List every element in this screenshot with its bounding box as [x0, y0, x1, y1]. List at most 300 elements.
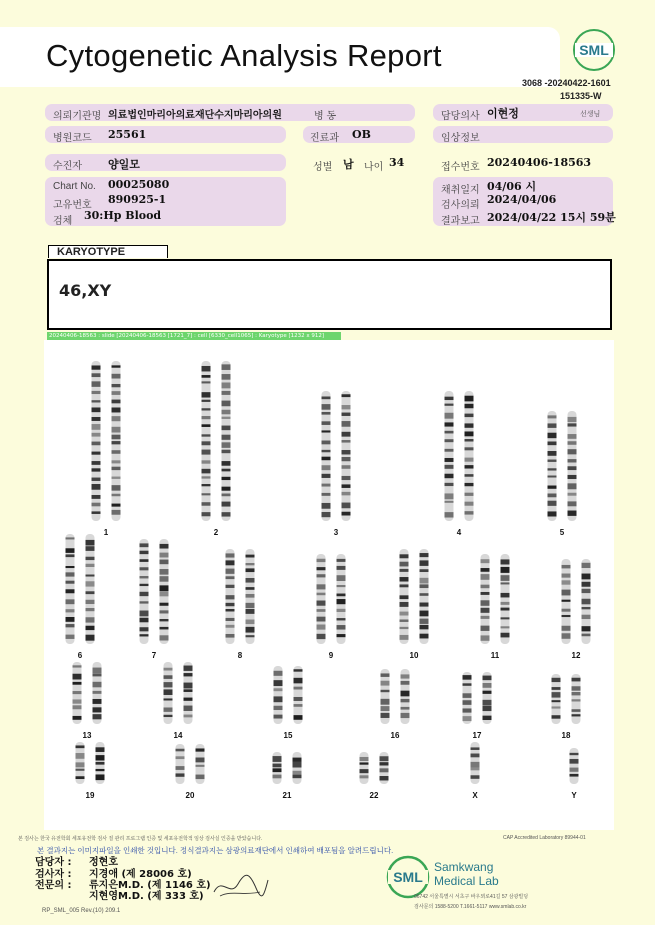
collection-value: 04/06 시 — [487, 180, 537, 193]
chromosome-band — [483, 691, 492, 694]
chromosome-band — [445, 493, 454, 499]
chromosome-band — [401, 681, 410, 685]
chromosome-band — [73, 691, 82, 694]
chromosome-band — [400, 627, 409, 629]
chromosome-band — [342, 465, 351, 469]
chromosome-band — [160, 635, 169, 640]
chromosome-band — [572, 699, 581, 701]
chromosome-band — [360, 769, 369, 773]
chromosome-band — [73, 665, 82, 667]
chromosome-band — [501, 582, 510, 584]
chromosome-band — [112, 384, 121, 387]
ward-label: 병 동 — [314, 111, 337, 122]
chromosome-band — [463, 693, 472, 698]
chromosome-band — [483, 706, 492, 711]
chromosome-band — [400, 569, 409, 572]
request-label: 검사의뢰 — [441, 200, 480, 211]
karyogram-image — [44, 340, 614, 830]
chromosome — [322, 391, 331, 521]
chromosome-band — [317, 567, 326, 570]
chromosome-band — [112, 391, 121, 395]
chromosome-band — [548, 476, 557, 478]
chromosome-pair-5 — [548, 411, 577, 521]
chromosome-band — [322, 512, 331, 517]
chromosome-label-15: 15 — [283, 731, 293, 740]
chromosome-band — [184, 698, 193, 701]
chromosome-band — [568, 417, 577, 422]
chromosome-band — [86, 617, 95, 622]
karyotype-result-box — [47, 259, 612, 330]
chromosome-band — [465, 493, 474, 496]
chromosome-band — [401, 691, 410, 697]
chromosome-band — [317, 617, 326, 622]
chromosome-band — [93, 673, 102, 676]
chromosome-band — [112, 485, 121, 490]
chromosome-band — [582, 563, 591, 568]
chromosome-label-7: 7 — [151, 651, 157, 660]
chromosome-band — [445, 431, 454, 434]
chromosome-band — [465, 458, 474, 462]
hospital-code-label: 병원코드 — [53, 133, 92, 144]
chromosome-band — [112, 365, 121, 367]
chromosome-band — [176, 749, 185, 752]
chromosome-band — [481, 592, 490, 595]
chromosome-band — [445, 449, 454, 452]
chromosome-label-3: 3 — [333, 528, 339, 537]
chromosome-band — [226, 609, 235, 611]
chromosome-band — [202, 424, 211, 427]
staff-name-2: 지경애 (제 28006 호) — [89, 869, 192, 880]
chromosome-band — [222, 450, 231, 453]
chromosome-band — [463, 683, 472, 685]
chromosome-band — [570, 759, 579, 764]
chromosome-band — [93, 682, 102, 688]
chromosome-band — [317, 634, 326, 639]
chromosome-band — [465, 439, 474, 441]
chromosome-band — [465, 474, 474, 477]
chromosome-band — [582, 599, 591, 605]
chromosome-band — [96, 774, 105, 780]
chromosome-band — [552, 700, 561, 702]
chromosome-band — [202, 392, 211, 397]
chromosome-band — [92, 391, 101, 394]
chromosome-band — [222, 461, 231, 466]
chromosome-band — [548, 501, 557, 506]
chromosome-band — [562, 600, 571, 602]
chromosome-pair-19 — [76, 742, 105, 784]
chromosome-band — [471, 754, 480, 758]
chromosome-label-1: 1 — [103, 528, 109, 537]
chromosome-band — [420, 553, 429, 557]
chromosome-band — [246, 627, 255, 633]
chromosome-band — [92, 424, 101, 430]
chromosome-band — [226, 634, 235, 638]
chromosome-band — [92, 407, 101, 412]
chromosome-band — [222, 426, 231, 431]
chromosome-band — [293, 775, 302, 779]
chromosome-band — [164, 707, 173, 711]
chromosome-band — [86, 635, 95, 641]
chromosome — [293, 752, 302, 784]
lab-name-line2: Medical Lab — [434, 874, 499, 888]
chromosome-band — [380, 756, 389, 761]
chromosome-band — [92, 503, 101, 507]
chromosome-band — [463, 716, 472, 721]
chromosome-band — [342, 413, 351, 416]
chromosome-band — [202, 416, 211, 419]
chromosome-band — [222, 502, 231, 507]
chromosome-band — [548, 468, 557, 470]
chromosome-band — [222, 391, 231, 395]
chromosome-band — [322, 430, 331, 432]
chromosome-band — [400, 584, 409, 587]
hospital-code-value: 25561 — [108, 128, 147, 141]
chromosome-band — [463, 675, 472, 680]
chromosome-band — [501, 608, 510, 611]
chromosome-band — [86, 608, 95, 611]
chromosome-band — [140, 634, 149, 636]
chromosome-band — [202, 381, 211, 383]
signature — [210, 866, 270, 902]
chromosome-pair-22 — [360, 752, 389, 784]
form-code: RP_SML_005 Rev.(10) 209.1 — [42, 908, 121, 914]
chromosome-band — [92, 461, 101, 465]
chromosome-label-12: 12 — [571, 651, 581, 660]
chromosome-band — [342, 432, 351, 437]
chromosome-band — [160, 576, 169, 581]
chromosome-band — [86, 591, 95, 594]
chromosome-band — [572, 709, 581, 712]
chromosome-band — [337, 599, 346, 604]
chromosome-band — [274, 706, 283, 710]
chromosome-band — [322, 503, 331, 509]
chromosome-band — [202, 400, 211, 402]
chromosome-pair-13 — [73, 662, 102, 724]
chromosome-band — [96, 769, 105, 771]
chromosome-band — [420, 625, 429, 629]
chromosome-band — [66, 566, 75, 568]
chromosome — [465, 391, 474, 521]
chromosome-band — [380, 776, 389, 780]
chromosome-band — [222, 469, 231, 472]
chromosome-label-20: 20 — [185, 791, 195, 800]
chromosome-band — [501, 559, 510, 564]
chromosome-band — [420, 634, 429, 639]
chromosome-band — [160, 560, 169, 565]
chromosome-band — [548, 460, 557, 462]
chromosome-pair-15 — [274, 666, 303, 724]
chromosome-band — [73, 705, 82, 709]
chromosome-band — [501, 602, 510, 605]
chromosome-band — [160, 610, 169, 613]
chromosome-band — [445, 439, 454, 442]
chromosome-band — [481, 559, 490, 563]
report-value: 2024/04/22 15시 59분 — [487, 211, 616, 224]
sex-label: 성별 — [313, 162, 333, 173]
chromosome-band — [570, 774, 579, 777]
chromosome-band — [66, 554, 75, 557]
chromosome-band — [568, 466, 577, 470]
chromosome-band — [196, 775, 205, 780]
chromosome-band — [76, 776, 85, 779]
chromosome-band — [317, 584, 326, 589]
chromosome-band — [112, 374, 121, 379]
chromosome-band — [471, 762, 480, 768]
chromosome-band — [471, 775, 480, 779]
chromosome-band — [481, 600, 490, 606]
chromosome-label-22: 22 — [369, 791, 379, 800]
chromosome-band — [400, 602, 409, 607]
chromosome-band — [572, 686, 581, 690]
chromosome-band — [337, 585, 346, 587]
chromosome-band — [582, 626, 591, 631]
chromosome-band — [552, 687, 561, 690]
doctor-value: 이현정 — [487, 107, 519, 120]
chromosome-band — [202, 408, 211, 410]
chromosome-band — [164, 675, 173, 679]
chromosome-band — [337, 609, 346, 612]
chromosome-band — [445, 465, 454, 469]
chromosome-band — [160, 603, 169, 606]
chromosome-band — [160, 627, 169, 630]
chromosome-band — [226, 560, 235, 565]
chromosome-label-19: 19 — [85, 791, 95, 800]
chromosome-band — [184, 706, 193, 711]
chromosome-band — [92, 468, 101, 471]
chromosome-band — [568, 459, 577, 462]
chromosome-band — [176, 756, 185, 759]
chromosome-band — [293, 771, 302, 775]
chromosome-label-6: 6 — [77, 651, 83, 660]
cap-accreditation: CAP Accredited Laboratory 89944-01 — [503, 835, 586, 841]
chromosome-band — [420, 560, 429, 565]
chromosome-band — [140, 551, 149, 554]
chromosome-band — [342, 450, 351, 454]
chromosome-band — [548, 486, 557, 489]
chromosome-band — [568, 423, 577, 426]
chromosome-pair-18 — [552, 674, 581, 724]
lab-name-line1: Samkwang — [434, 860, 494, 874]
doc-number-2: 151335-W — [560, 91, 602, 101]
chromosome-band — [66, 599, 75, 604]
chromosome-band — [112, 407, 121, 412]
chromosome-band — [66, 572, 75, 576]
doctor-suffix: 선생님 — [580, 111, 601, 118]
chromosome-band — [92, 400, 101, 402]
chromosome-band — [582, 615, 591, 619]
chromosome-band — [471, 747, 480, 750]
chromosome-band — [222, 410, 231, 415]
chromosome-band — [222, 374, 231, 380]
chromosome-band — [202, 450, 211, 455]
chromosome-band — [140, 627, 149, 631]
chromosome-band — [317, 624, 326, 629]
staff-name-4: 지현영M.D. (제 333 호) — [89, 891, 204, 902]
chromosome-band — [481, 635, 490, 640]
chromosome-band — [140, 601, 149, 603]
chromosome-band — [337, 618, 346, 620]
chromosome-band — [164, 715, 173, 717]
chromosome-band — [465, 396, 474, 402]
chart-label: Chart No. — [53, 181, 96, 192]
chromosome-pair-8 — [226, 549, 255, 644]
chromosome-band — [501, 567, 510, 573]
chromosome-band — [471, 768, 480, 771]
chromosome-band — [342, 405, 351, 409]
chromosome-band — [66, 581, 75, 584]
chromosome-band — [360, 775, 369, 778]
lab-name — [434, 860, 499, 888]
chromosome-band — [568, 441, 577, 445]
chromosome-band — [92, 373, 101, 377]
chromosome-band — [317, 593, 326, 596]
chromosome-band — [202, 502, 211, 506]
chromosome-band — [481, 608, 490, 613]
chromosome-band — [226, 569, 235, 574]
chromosome-band — [164, 698, 173, 700]
chromosome-band — [420, 593, 429, 596]
chromosome-band — [184, 689, 193, 692]
chromosome-band — [582, 607, 591, 609]
chromosome-band — [222, 435, 231, 440]
chromosome-band — [568, 493, 577, 496]
chromosome-band — [112, 435, 121, 440]
chromosome-band — [548, 451, 557, 456]
chromosome-band — [465, 431, 474, 436]
chromosome-band — [465, 447, 474, 450]
chromosome-band — [66, 548, 75, 553]
age-label: 나이 — [364, 162, 384, 173]
chromosome-band — [140, 592, 149, 596]
chromosome-band — [222, 417, 231, 419]
chromosome-band — [582, 634, 591, 637]
chromosome-band — [420, 584, 429, 588]
chromosome-pair-9 — [317, 554, 346, 644]
chart-value: 00025080 — [108, 178, 170, 191]
chromosome-band — [226, 585, 235, 588]
chromosome-band — [140, 611, 149, 617]
chromosome-pair-4 — [445, 391, 474, 521]
chromosome-band — [483, 716, 492, 720]
lab-contact: 검사문의 1588-5200 T.1661-5117 www.smlab.co.kr — [414, 904, 527, 910]
chromosome-band — [337, 634, 346, 637]
chromosome-band — [202, 460, 211, 463]
print-notice: 본 결과지는 이미지파일을 인쇄한 것입니다. 정식결과지는 삼광의료재단에서 인쇄하여 배포됨을 알려드립니다. — [37, 846, 394, 855]
chromosome-band — [342, 440, 351, 443]
chromosome-band — [562, 609, 571, 612]
chromosome-band — [342, 512, 351, 516]
chromosome-band — [246, 568, 255, 572]
chromosome-band — [401, 707, 410, 710]
chromosome-band — [317, 601, 326, 606]
chromosome-band — [140, 584, 149, 586]
department-label: 진료과 — [310, 133, 339, 144]
chromosome-band — [400, 612, 409, 616]
chromosome-band — [246, 555, 255, 558]
chromosome-band — [483, 700, 492, 705]
chromosome-label-9: 9 — [328, 651, 334, 660]
chromosome-band — [381, 706, 390, 711]
chromosome-band — [568, 483, 577, 489]
chromosome-band — [501, 593, 510, 598]
chromosome-band — [112, 494, 121, 497]
chromosome-band — [294, 687, 303, 690]
chromosome-band — [445, 501, 454, 503]
chromosome-band — [317, 574, 326, 577]
chromosome-band — [92, 478, 101, 481]
chromosome-band — [222, 477, 231, 480]
chromosome-band — [465, 511, 474, 514]
chromosome-band — [112, 427, 121, 433]
chromosome-band — [401, 713, 410, 718]
doctor-label: 담당의사 — [441, 111, 480, 122]
chromosome-band — [401, 699, 410, 702]
chromosome-band — [420, 569, 429, 572]
staff-role-2: 검사자 : — [35, 869, 72, 880]
chromosome-band — [562, 633, 571, 639]
chromosome-band — [465, 423, 474, 427]
chromosome-band — [481, 568, 490, 572]
chromosome-band — [342, 476, 351, 480]
chromosome-band — [202, 375, 211, 378]
specimen-value: 30:Hp Blood — [84, 209, 162, 222]
chromosome-band — [400, 562, 409, 567]
chromosome-band — [246, 587, 255, 590]
chromosome-pair-21 — [273, 752, 302, 784]
accreditation-fine-print: 본 검사는 한국 유전학회 세포유전학 검사 질 관리 프로그램 인증 및 세포유전학적 임상 검사실 인증을 받았습니다. — [18, 836, 263, 842]
chromosome-band — [202, 434, 211, 436]
chromosome-band — [568, 475, 577, 479]
chromosome-band — [222, 487, 231, 491]
chromosome-band — [66, 589, 75, 593]
chromosome-band — [572, 692, 581, 695]
chromosome-band — [92, 365, 101, 369]
receipt-value: 20240406-18563 — [487, 156, 592, 169]
department-value: OB — [352, 128, 371, 141]
chromosome-band — [552, 678, 561, 682]
chromosome-band — [582, 589, 591, 593]
chromosome-band — [96, 755, 105, 760]
chromosome-pair-1 — [92, 361, 121, 521]
chromosome-band — [548, 433, 557, 438]
chromosome-band — [481, 626, 490, 631]
chromosome-band — [202, 366, 211, 371]
chromosome-band — [548, 511, 557, 516]
chromosome-band — [381, 673, 390, 676]
chromosome-band — [76, 753, 85, 759]
chromosome-band — [293, 762, 302, 768]
patient-value: 양일모 — [108, 158, 140, 171]
chromosome — [202, 361, 211, 521]
chromosome-band — [160, 569, 169, 575]
chromosome-band — [274, 715, 283, 719]
chromosome-band — [164, 668, 173, 671]
chromosome-band — [401, 674, 410, 678]
chromosome-band — [112, 416, 121, 421]
chromosome-band — [420, 619, 429, 624]
chromosome-label-4: 4 — [456, 528, 462, 537]
chromosome-band — [66, 537, 75, 539]
chromosome-band — [164, 682, 173, 687]
sml-logo — [572, 28, 616, 72]
chromosome-band — [246, 609, 255, 614]
chromosome-band — [317, 559, 326, 562]
chromosome-band — [66, 617, 75, 622]
chromosome-band — [337, 594, 346, 597]
chromosome-band — [273, 756, 282, 762]
chromosome-band — [570, 768, 579, 772]
chromosome-label-2: 2 — [213, 528, 219, 537]
